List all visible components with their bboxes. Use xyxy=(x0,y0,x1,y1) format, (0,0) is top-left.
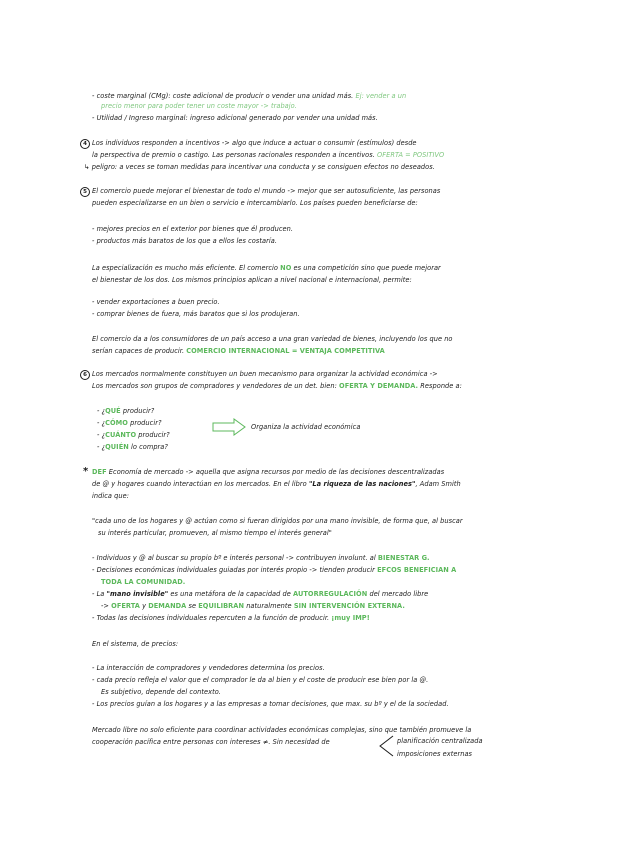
section-number: 4 xyxy=(80,139,90,149)
note-line: imposiciones externas xyxy=(397,750,473,758)
question-item: - ¿QUÉ producir? xyxy=(97,407,155,415)
note-line: - Utilidad / Ingreso marginal: ingreso adicional generado por vender una unidad más. xyxy=(92,114,378,122)
note-line: Es subjetivo, depende del contexto. xyxy=(101,688,221,696)
note-line: planificación centralizada xyxy=(397,737,483,745)
note-line: Los mercados son grupos de compradores y vendedores de un det. bien: OFERTA Y DEMANDA. Responde a: xyxy=(92,382,462,390)
note-line: el bienestar de los dos. Los mismos principios aplican a nivel nacional e internacional, permite: xyxy=(92,276,412,284)
note-line: indica que: xyxy=(92,492,129,500)
section-number: 5 xyxy=(80,187,90,197)
question-item: - ¿CÓMO producir? xyxy=(97,419,162,427)
note-line: serían capaces de producir. COMERCIO INTERNACIONAL = VENTAJA COMPETITIVA xyxy=(92,347,385,355)
note-line: - coste marginal (CMg): coste adicional de producir o vender una unidad más. Ej: vender a un xyxy=(92,92,407,100)
note-line: de @ y hogares cuando interactúan en los mercados. En el libro "La riqueza de las naciones", Adam Smith xyxy=(92,480,461,488)
note-line: Los mercados normalmente constituyen un buen mecanismo para organizar la actividad económica -> xyxy=(92,370,438,378)
question-item: - ¿QUIÉN lo compra? xyxy=(97,443,168,451)
right-arrow-icon xyxy=(212,418,246,436)
note-line: - comprar bienes de fuera, más baratos que si los produjeran. xyxy=(92,310,300,318)
note-line: precio menor para poder tener un coste mayor -> trabajo. xyxy=(101,102,297,110)
note-line: - mejores precios en el exterior por bienes que él producen. xyxy=(92,225,294,233)
note-line: - productos más baratos de los que a ellos les costaría. xyxy=(92,237,277,245)
note-line: - Todas las decisiones individuales repercuten a la función de producir. ¡muy IMP! xyxy=(92,614,370,622)
section-number: 6 xyxy=(80,370,90,380)
note-line: - La "mano invisible" es una metáfora de la capacidad de AUTORREGULACIÓN del mercado libre xyxy=(92,590,429,598)
note-line: El comercio da a los consumidores de un país acceso a una gran variedad de bienes, incluyendo los que no xyxy=(92,335,453,343)
note-line: Mercado libre no solo eficiente para coordinar actividades económicas complejas, sino que también promueve la xyxy=(92,726,472,734)
note-line: - Los precios guían a los hogares y a las empresas a tomar decisiones, que max. su bº y el de la sociedad. xyxy=(92,700,449,708)
quote-line: su interés particular, promueven, al mismo tiempo el interés general" xyxy=(98,529,332,537)
note-line: - vender exportaciones a buen precio. xyxy=(92,298,220,306)
note-line: Los individuos responden a incentivos -> algo que induce a actuar o consumir (estímulos) desde xyxy=(92,139,417,147)
note-line: La especialización es mucho más eficiente. El comercio NO es una competición sino que puede mejorar xyxy=(92,264,441,272)
note-line: En el sistema, de precios: xyxy=(92,640,179,648)
branch-bracket-icon xyxy=(378,734,394,758)
note-line: la perspectiva de premio o castigo. Las personas racionales responden a incentivos. OFERTA = POSITIVO xyxy=(92,151,445,159)
question-item: - ¿CUÁNTO producir? xyxy=(97,431,170,439)
note-line: El comercio puede mejorar el bienestar de todo el mundo -> mejor que ser autosuficiente, las personas xyxy=(92,187,441,195)
note-line: -> OFERTA y DEMANDA se EQUILIBRAN naturalmente SIN INTERVENCIÓN EXTERNA. xyxy=(101,602,405,610)
note-line: pueden especializarse en un bien o servicio e intercambiarlo. Los países pueden beneficiarse de: xyxy=(92,199,418,207)
note-line: - Decisiones económicas individuales guiadas por interés propio -> tienden producir EFCOS BENEFICIAN A xyxy=(92,566,457,574)
note-line: - La interacción de compradores y vendedores determina los precios. xyxy=(92,664,325,672)
note-line: - Individuos y @ al buscar su propio bº e interés personal -> contribuyen involunt. al BIENESTAR G. xyxy=(92,554,430,562)
note-line: - cada precio refleja el valor que el comprador le da al bien y el coste de producir ese bien por la @. xyxy=(92,676,429,684)
note-line: cooperación pacífica entre personas con intereses ≠. Sin necesidad de xyxy=(92,738,330,746)
star-mark: * xyxy=(83,466,89,477)
note-line: Organiza la actividad económica xyxy=(251,423,361,431)
note-line: TODA LA COMUNIDAD. xyxy=(101,578,186,586)
note-line: DEF Economía de mercado -> aquella que asigna recursos por medio de las decisiones descentralizadas xyxy=(92,468,445,476)
quote-line: "cada uno de los hogares y @ actúan como si fueran dirigidos por una mano invisible, de forma que, al buscar xyxy=(92,517,463,525)
note-line: ↳ peligro: a veces se toman medidas para incentivar una conducta y se consiguen efectos no deseados. xyxy=(84,163,435,171)
